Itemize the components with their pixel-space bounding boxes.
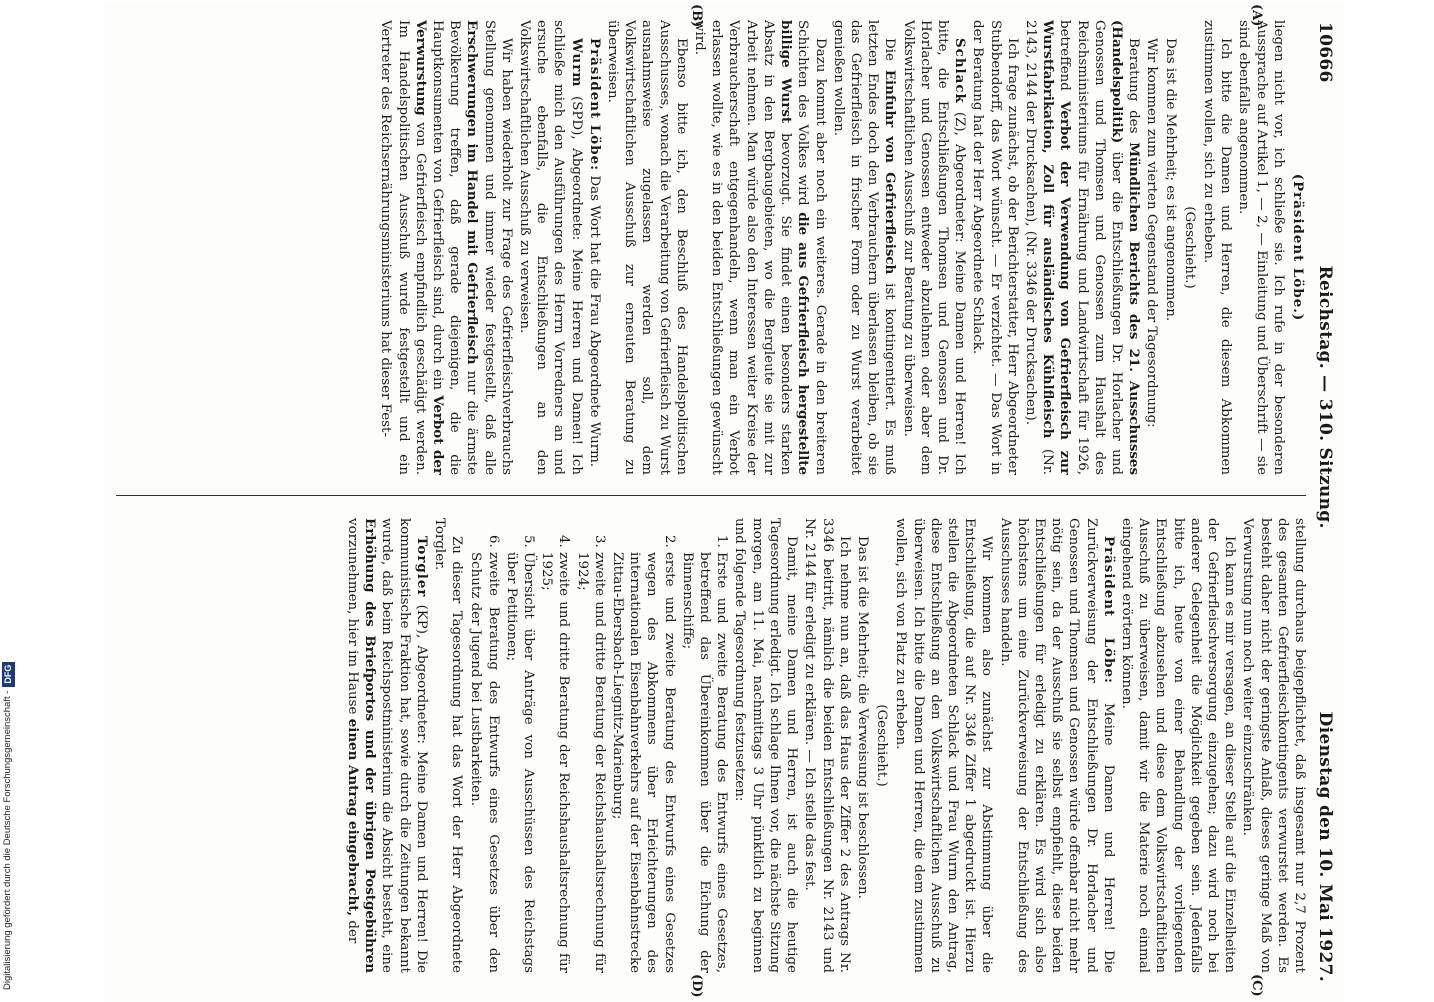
speech-paragraph: Präsident Löbe: Das Wort hat die Frau Abgeordnete Wurm. <box>586 38 603 468</box>
agenda-list <box>467 518 730 973</box>
paragraph: Ich nehme nun an, daß das Haus der Ziffer 2 des Antrags Nr. 3346 beitritt, nämlich die beiden Entschließungen Nr. 2143 und Nr. 2144 für erledigt zu erklären. — Ich stelle das fest. <box>802 518 852 973</box>
left-column <box>114 20 1308 475</box>
paragraph: Das ist die Mehrheit; es ist angenommen. <box>1162 38 1178 322</box>
speech-paragraph: Torgler (KP), Abgeordneter: Meine Damen und Herren! Die kommunistische Fraktion hat, sowie durch die Zeitungen bekannt wurde, daß beim Reichspostministerium die Absicht besteht, eine Erhöhung des Briefportos und der übrigen Postgebühren vorzunehmen, hier im Hause einen Antrag eingebracht, der <box>345 518 430 973</box>
page-header <box>1312 22 1338 982</box>
agenda-list-item: 1. Erste und zweite Beratung des Entwurfs eines Gesetzes, betreffend das Übereinkommen über die Eichung der Binnenschiffe; <box>679 552 731 973</box>
margin-mark-d: (D) <box>689 974 704 998</box>
dfg-logo: DFG <box>2 662 15 687</box>
stage-note: (Geschieht.) <box>874 704 890 787</box>
agenda-item-paragraph: Beratung des Mündlichen Berichts des 21. Ausschusses (Handelspolitik) über die Entschließungen Dr. Horlacher und Genossen und Thomsen und Genossen zum Haushalt des Reichsministeriums für Ernährung und Landwirtschaft für 1926, betreffend Verbot der Verwendung von Gefrierfleisch zur Wurstfabrikation, Zoll für ausländisches Kühlfleisch (Nr. 2143, 2144 der Drucksachen), (Nr. 3346 der Drucksachen). <box>1022 20 1143 475</box>
agenda-list-item: 3. zweite und dritte Beratung der Reichshaushaltsrechnung für 1924; <box>573 552 607 973</box>
speech-paragraph: Schlack (Z), Abgeordneter: Meine Damen und Herren! Ich bitte, die Entschließungen Thomsen und Genossen und Dr. Horlacher und Genossen entweder abzulehnen oder aber dem Volkswirtschaftlichen Ausschuß zur Beratung zu überweisen. <box>900 20 969 475</box>
running-title: Reichstag. — 310. Sitzung. <box>1315 265 1335 529</box>
margin-mark-b: (B) <box>689 4 704 28</box>
stage-note: (Geschieht.) <box>1181 206 1197 289</box>
paragraph: Ebenso bitte ich, den Beschluß des Handelspolitischen Ausschusses, wonach die Verarbeitung von Gefrierfleisch zu Wurst ausnahmsweise zugelassen werden soll, dem Volkswirtschaftlichen Ausschuß zur erneuten Beratung zu überweisen. <box>605 20 689 475</box>
paragraph: Ich bitte die Damen und Herren, die diesem Abkommen zustimmen wollen, sich zu erheben. <box>1200 20 1234 475</box>
paragraph: Wir kommen zum vierten Gegenstand der Tagesordnung: <box>1144 38 1160 428</box>
speech-paragraph: Präsident Löbe: Meine Damen und Herren! Die Zurückverweisung der Entschließungen Dr. Horlacher und Genossen und Thomsen und Genossen würde offenbar nicht mehr nötig sein, da der Ausschuß sie selbst empfiehlt, diese beiden Entschließungen für erledigt zu erklären. Es wird sich also höchstens um eine Zurückverweisung der Entschließung des Ausschusses handeln. <box>997 518 1117 973</box>
column-divider <box>116 495 1306 496</box>
scanned-page <box>104 2 1344 1002</box>
agenda-list-item: 2. erste und zweite Beratung des Entwurfs eines Gesetzes wegen des Abkommens über Erleichterungen des internationalen Eisenbahnverkehrs auf der Eisenbahnstrecke Zittau-Ebersbach-Liegnitz-Marienburg; <box>609 552 678 973</box>
speaker-heading: (Präsident Löbe.) <box>1290 173 1306 322</box>
credit-strip <box>0 0 18 1000</box>
paragraph: Damit, meine Damen und Herren, ist auch die heutige Tagesordnung erledigt. Ich schlage Ihnen vor, die nächste Sitzung morgen, am 11. Mai, nachmittags 3 Uhr pünktlich zu beginnen und folgende Tagesordnung festzusetzen: <box>732 518 800 973</box>
paragraph: Das ist die Mehrheit; die Verweisung ist beschlossen. <box>854 536 870 899</box>
speech-paragraph: Wurm (SPD), Abgeordnete: Meine Herren und Damen! Ich schließe mich den Ausführungen des Herrn Vorredners an und ersuche ebenfalls, die Entschließungen an den Volkswirtschaftlichen Ausschuß zu verweisen. <box>517 20 585 475</box>
credit-line <box>0 10 16 990</box>
paragraph: Wir haben wiederholt zur Frage des Gefrierfleischverbrauchs Stellung genommen und immer wieder festgestellt, daß alle Erschwerungen im Handel mit Gefrierfleisch nur die ärmste Bevölkerung treffen, daß gerade diejenigen, die die Hauptkonsumenten von Gefrierfleisch sind, durch ein Verbot der Verwurstung von Gefrierfleisch empfindlich geschädigt werden. Im Handelspolitischen Ausschuß wurde festgestellt und ein Vertreter des Reichsernährungsministeriums hat dieser Fest- <box>378 20 514 475</box>
margin-mark-c: (C) <box>1249 974 1264 997</box>
agenda-list-item: 6. zweite Beratung des Entwurfs eines Gesetzes über den Schutz der Jugend bei Lustbarkeiten. <box>467 552 501 973</box>
margin-mark-a: (A) <box>1249 4 1264 27</box>
paragraph: Dazu kommt aber noch ein weiteres. Gerade in den breiteren Schichten des Volkes wird die aus Gefrierfleisch hergestellte billige Wurst bevorzugt. Sie findet einen besonders starken Absatz in den Bergbaugebieten, wo die Bergleute sie mit zur Arbeit nehmen. Man würde also den Interessen weiter Kreise der Verbraucherschaft entgegenhandeln, wenn man ein Verbot erlassen wollte, wie es in den beiden Entschließungen gewünscht wird. <box>692 20 828 475</box>
agenda-list-item: 5. Übersicht über Anträge von Ausschüssen des Reichstags über Petitionen; <box>503 552 537 973</box>
session-date: Dienstag den 10. Mai 1927. <box>1315 711 1335 982</box>
paragraph: Wir kommen also zunächst zur Abstimmung über die Entschließung, die auf Nr. 3346 Ziffer 1 abgedruckt ist. Hierzu stellen die Abgeordneten Schlack und Frau Wurm den Antrag, diese Entschließung an den Volkswirtschaftlichen Ausschuß zu überweisen. Ich bitte die Damen und Herren, die dem zustimmen wollen, sich von Platz zu erheben. <box>893 518 995 973</box>
right-column <box>114 518 1308 973</box>
paragraph: Die Einfuhr von Gefrierfleisch ist kontingentiert. Es muß letzten Endes doch den Verbrauchern überlassen bleiben, ob sie das Gefrierfleisch in frischer Form oder zu Wurst verarbeitet genießen wollen. <box>830 20 899 475</box>
credit-text: Digitalisierung gefördert durch die Deutsche Forschungsgemeinschaft - <box>2 690 13 990</box>
page-number: 10666 <box>1315 22 1335 83</box>
agenda-list-item: 4. zweite und dritte Beratung der Reichshaushaltsrechnung für 1925; <box>538 552 572 973</box>
paragraph: liegen nicht vor, ich schließe sie. Ich rufe in der besonderen Aussprache auf Artikel 1, — 2, — Einleitung und Überschrift — sie sind ebenfalls angenommen. <box>1236 20 1286 475</box>
paragraph: Zu dieser Tagesordnung hat das Wort der Herr Abgeordnete Torgler. <box>432 518 465 973</box>
paragraph: Ich frage zunächst, ob der Berichterstatter, Herr Abgeordneter Stubbendorff, das Wort wünscht. — Er verzichtet. — Das Wort in der Beratung hat der Herr Abgeordnete Schlack. <box>970 20 1020 475</box>
paragraph: stellung durchaus beigepflichtet, daß insgesamt nur 2,7 Prozent des gesamten Gefrierfleischkontingents verwurstet werden. Es besteht daher nicht der geringste Anlaß, dieses geringe Maß von Verwurstung nun noch weiter einzuschränken. <box>1240 518 1307 973</box>
paragraph: Ich kann es mir versagen, an dieser Stelle auf die Einzelheiten der Gefrierfleischversorgung einzugehen; dazu wird noch bei anderer Gelegenheit die Möglichkeit gegeben sein. Jedenfalls bitte ich, heute von einer Behandlung der vorliegenden Entschließung abzusehen und diese dem Volkswirtschaftlichen Ausschuß zu überweisen, damit wir die Materie noch einmal eingehend erörtern können. <box>1118 518 1238 973</box>
